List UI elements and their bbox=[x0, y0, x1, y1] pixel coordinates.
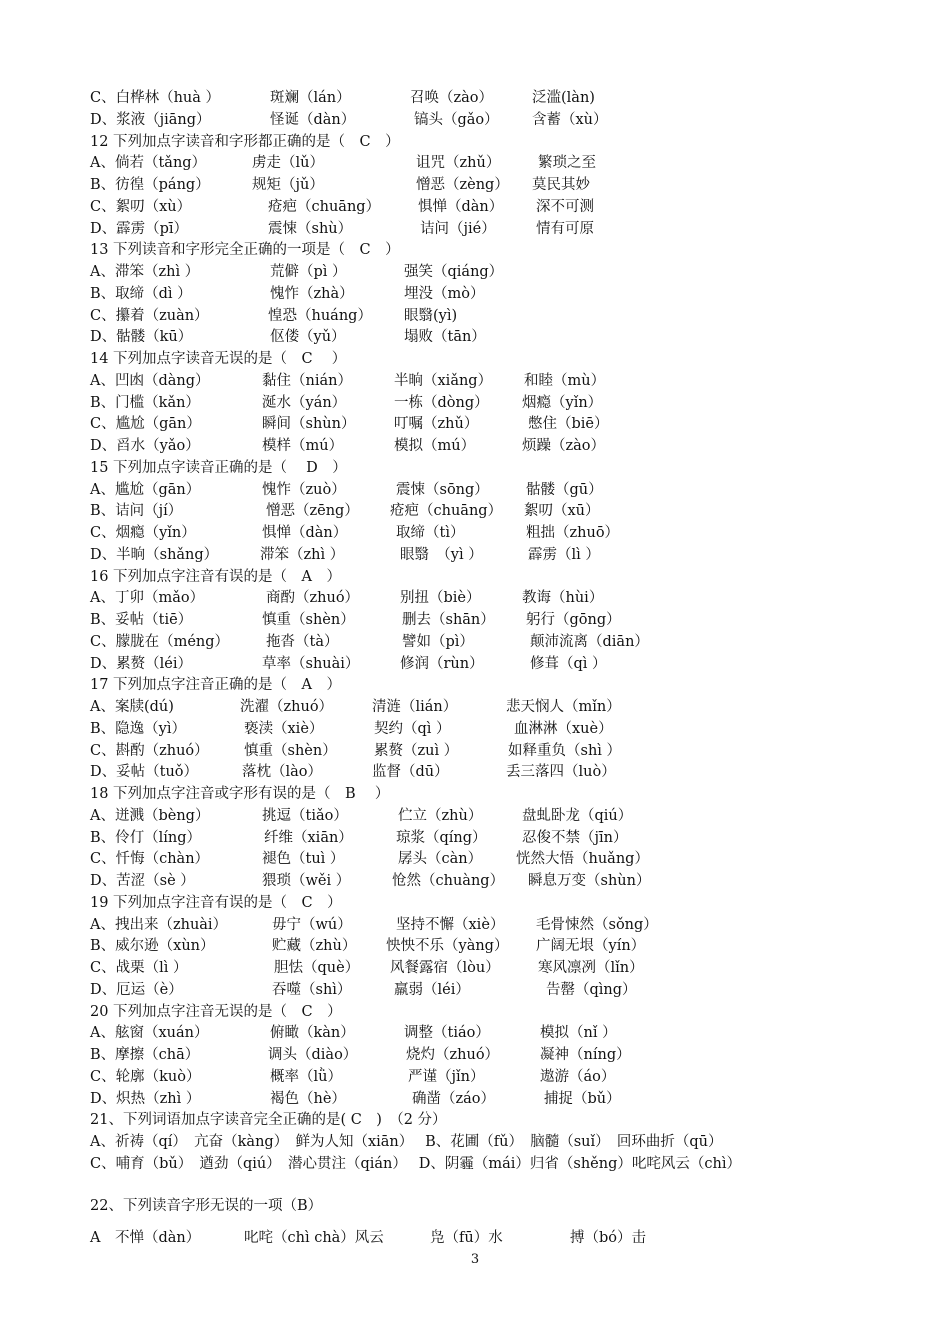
option-row bbox=[90, 719, 890, 741]
option-cell: 絮叨（xū） bbox=[524, 503, 600, 520]
option-cell: 粗拙（zhuō） bbox=[526, 525, 620, 541]
option-cell: 涎水（yán） bbox=[262, 394, 347, 411]
option-cell: 纤维（xiān） bbox=[264, 829, 353, 846]
option-cell: A、案牍(dú) bbox=[90, 699, 174, 715]
option-cell: 契约（qì ） bbox=[374, 720, 451, 737]
option-row bbox=[90, 697, 890, 719]
question-text: 17 下列加点字注音正确的是（ A ） bbox=[90, 677, 342, 694]
option-cell: C、絮叨（xù） bbox=[90, 198, 192, 215]
question-text: 13 下列读音和字形完全正确的一项是（ C ） bbox=[90, 242, 400, 259]
option-cell: 别扭（biè） bbox=[400, 590, 481, 607]
option-cell: 和睦（mù） bbox=[524, 372, 606, 389]
option-cell: 忍俊不禁（jīn） bbox=[522, 829, 628, 846]
option-cell: 怆然（chuàng） bbox=[392, 873, 505, 889]
option-cell: 震悚（sōng） bbox=[396, 481, 489, 498]
option-cell: 塌败（tān） bbox=[404, 329, 486, 346]
option-cell: D、骷髅（kū） bbox=[90, 329, 193, 346]
question-heading bbox=[90, 132, 890, 154]
option-cell: 伛偻（yǔ） bbox=[270, 329, 346, 346]
option-cell: 猥琐（wěi ） bbox=[262, 873, 351, 889]
option-cell: 吞噬（shì） bbox=[272, 981, 352, 998]
option-cell: 亵渎（xiè） bbox=[244, 720, 324, 737]
option-cell: 泛滥(làn) bbox=[532, 90, 595, 106]
option-row bbox=[90, 523, 890, 545]
option-row bbox=[90, 175, 890, 197]
option-cell: 规矩（jǔ） bbox=[252, 177, 324, 193]
option-cell: 愧怍（zuò） bbox=[262, 481, 346, 498]
option-cell: C、白桦林（huà ） bbox=[90, 90, 221, 106]
option-cell: D、炽热（zhì ） bbox=[90, 1090, 201, 1107]
question-heading bbox=[90, 784, 890, 806]
option-cell: B、诘问（jí） bbox=[90, 503, 183, 520]
option-cell: C、烟瘾（yǐn） bbox=[90, 525, 196, 541]
option-cell: 概率（lǜ） bbox=[270, 1068, 342, 1085]
option-cell: 悲天悯人（mǐn） bbox=[506, 699, 621, 715]
option-cell: 斑斓（lán） bbox=[270, 90, 351, 106]
question-heading bbox=[90, 349, 890, 371]
option-cell: 惧惮（dàn） bbox=[262, 525, 348, 541]
option-cell: 瞬间（shùn） bbox=[262, 416, 356, 433]
option-row bbox=[90, 936, 890, 958]
option-row bbox=[90, 1067, 890, 1089]
option-cell: 丢三落四（luò） bbox=[506, 764, 616, 781]
page-number: 3 bbox=[470, 1252, 480, 1267]
option-cell: C、攥着（zuàn） bbox=[90, 307, 209, 324]
option-cell: D、妥帖（tuǒ） bbox=[90, 764, 199, 781]
option-cell: 洗濯（zhuó） bbox=[240, 699, 334, 715]
option-cell: 模拟（nǐ ） bbox=[540, 1025, 617, 1042]
option-cell: 一栋（dòng） bbox=[394, 394, 489, 411]
option-cell: 莫民其妙 bbox=[532, 177, 590, 193]
option-row bbox=[90, 436, 890, 458]
option-cell: A、滞笨（zhì ） bbox=[90, 264, 200, 280]
option-cell: 瞬息万变（shùn） bbox=[528, 873, 651, 889]
option-cell: 憎恶（zèng） bbox=[416, 177, 509, 193]
option-row bbox=[90, 588, 890, 610]
question-heading bbox=[90, 1002, 890, 1024]
option-row bbox=[90, 1045, 890, 1067]
option-cell: 清涟（lián） bbox=[372, 699, 458, 715]
question-heading bbox=[90, 458, 890, 480]
option-cell: C、战栗（lì ） bbox=[90, 960, 188, 976]
option-cell: 颠沛流离（diān） bbox=[530, 633, 649, 650]
option-cell: 半晌（xiǎng） bbox=[394, 372, 493, 389]
option-row bbox=[90, 980, 890, 1002]
option-row bbox=[90, 545, 890, 567]
option-cell: 累赘（zuì ） bbox=[374, 742, 459, 759]
option-row bbox=[90, 871, 890, 893]
option-cell: A、迸溅（bèng） bbox=[90, 807, 210, 824]
question-heading bbox=[90, 1110, 890, 1132]
option-cell: 叱咤（chì chà）风云 bbox=[244, 1229, 384, 1246]
option-row bbox=[90, 393, 890, 415]
option-cell: 确凿（záo） bbox=[412, 1090, 496, 1107]
option-cell: 调头（diào） bbox=[268, 1047, 358, 1063]
question-text: 20 下列加点字注音无误的是（ C ） bbox=[90, 1003, 342, 1020]
option-cell: D、累赘（léi） bbox=[90, 655, 192, 672]
question-text: 22、下列读音字形无误的一项（B） bbox=[90, 1197, 323, 1214]
option-cell: 取缔（tì） bbox=[396, 525, 465, 541]
option-row bbox=[90, 306, 890, 328]
option-cell: 模拟（mú） bbox=[394, 438, 476, 454]
option-cell: 慎重（shèn） bbox=[262, 612, 355, 628]
option-cell: D、苦涩（sè ） bbox=[90, 873, 195, 889]
option-cell: A、丁卯（mǎo） bbox=[90, 590, 205, 607]
question-text: 21、下列词语加点字读音完全正确的是( C ) （2 分） bbox=[90, 1112, 447, 1129]
option-cell: 含蓄（xù） bbox=[532, 111, 608, 128]
question-heading bbox=[90, 893, 890, 915]
option-cell: 坚持不懈（xiè） bbox=[396, 916, 505, 933]
option-row bbox=[90, 110, 890, 132]
option-cell: 风餐露宿（lòu） bbox=[390, 960, 500, 976]
option-cell: 荒僻（pì ） bbox=[270, 264, 347, 280]
option-cell: 褪色（tuì ） bbox=[262, 851, 345, 868]
option-cell: D、半晌（shǎng） bbox=[90, 546, 219, 563]
option-cell: 譬如（pì） bbox=[402, 633, 474, 650]
spacer bbox=[90, 1176, 890, 1190]
option-cell: B、取缔（dì ） bbox=[90, 285, 192, 302]
option-cell: 拖沓（tà） bbox=[266, 633, 339, 650]
option-cell: 愧怍（zhà） bbox=[270, 285, 354, 302]
option-row bbox=[90, 741, 890, 763]
option-row bbox=[90, 371, 890, 393]
option-row bbox=[90, 958, 890, 980]
option-row bbox=[90, 501, 890, 523]
question-heading bbox=[90, 240, 890, 262]
option-cell: 胆怯（què） bbox=[274, 960, 360, 976]
option-row bbox=[90, 654, 890, 676]
option-cell: 眼翳 （yì ） bbox=[400, 546, 483, 563]
question-heading bbox=[90, 567, 890, 589]
option-row bbox=[90, 1023, 890, 1045]
option-cell: 情有可原 bbox=[536, 220, 594, 237]
option-row bbox=[90, 414, 890, 436]
question-text: 15 下列加点字读音正确的是（ D ） bbox=[90, 459, 347, 476]
option-row bbox=[90, 262, 890, 284]
option-cell: 捕捉（bǔ） bbox=[544, 1090, 621, 1107]
option-cell: 叮嘱（zhǔ） bbox=[394, 416, 479, 433]
option-cell: 教诲（hùi） bbox=[522, 590, 604, 607]
option-cell: 烧灼（zhuó） bbox=[406, 1047, 500, 1063]
option-row bbox=[90, 284, 890, 306]
option-cell: 诅咒（zhǔ） bbox=[416, 155, 501, 172]
option-cell: 修润（rùn） bbox=[400, 655, 484, 672]
option-row bbox=[90, 480, 890, 502]
option-row bbox=[90, 219, 890, 241]
option-cell: 俯瞰（kàn） bbox=[270, 1025, 355, 1042]
option-cell: C、尴尬（gān） bbox=[90, 416, 201, 433]
option-row bbox=[90, 610, 890, 632]
option-cell: C、忏悔（chàn） bbox=[90, 851, 210, 868]
option-cell: A、凹凼（dàng） bbox=[90, 372, 210, 389]
option-cell: 挑逗（tiǎo） bbox=[262, 807, 348, 824]
option-row bbox=[90, 915, 890, 937]
option-cell: C、朦胧在（méng） bbox=[90, 633, 230, 650]
option-cell: A、倘若（tǎng） bbox=[90, 155, 207, 172]
option-cell: A、舷窗（xuán） bbox=[90, 1025, 209, 1042]
option-cell: 寒风凛冽（lǐn） bbox=[538, 960, 644, 976]
option-cell: 恍然大悟（huǎng） bbox=[516, 851, 649, 868]
option-cell: B、摩擦（chā） bbox=[90, 1047, 200, 1063]
option-cell: B、伶仃（líng） bbox=[90, 829, 202, 846]
option-cell: 惶恐（huáng） bbox=[268, 307, 372, 324]
option-cell: 贮藏（zhù） bbox=[272, 938, 357, 955]
option-cell: D、霹雳（pī） bbox=[90, 220, 189, 237]
option-cell: 深不可测 bbox=[536, 198, 594, 215]
question-text: 12 下列加点字读音和字形都正确的是（ C ） bbox=[90, 133, 400, 150]
option-cell: 镐头（gǎo） bbox=[414, 111, 499, 128]
option-cell: 强笑（qiáng） bbox=[404, 264, 504, 280]
option-cell: 琼浆（qíng） bbox=[396, 829, 487, 846]
option-cell: B、彷徨（páng） bbox=[90, 177, 210, 193]
option-cell: 盘虬卧龙（qiú） bbox=[522, 807, 633, 824]
question-text: 16 下列加点字注音有误的是（ A ） bbox=[90, 568, 342, 585]
option-row bbox=[90, 197, 890, 219]
option-cell: 如释重负（shì ） bbox=[508, 742, 622, 759]
option-cell: 慎重（shèn） bbox=[244, 742, 337, 759]
option-cell: A、拽出来（zhuài） bbox=[90, 916, 228, 933]
option-cell: 广阔无垠（yín） bbox=[536, 938, 646, 955]
option-cell: D、舀水（yǎo） bbox=[90, 438, 200, 454]
option-cell: B、威尔逊（xùn） bbox=[90, 938, 215, 955]
option-row bbox=[90, 1154, 890, 1176]
question-text: 14 下列加点字读音无误的是（ C ） bbox=[90, 351, 347, 367]
option-cell: 惧惮（dàn） bbox=[418, 198, 504, 215]
option-cell: 震悚（shù） bbox=[268, 220, 353, 237]
option-cell: 毛骨悚然（sǒng） bbox=[536, 916, 658, 933]
option-cell: 草率（shuài） bbox=[262, 655, 360, 672]
option-cell: 疮疤（chuāng） bbox=[268, 198, 381, 215]
option-cell: C、轮廓（kuò） bbox=[90, 1068, 201, 1085]
option-cell: 毋宁（wú） bbox=[272, 916, 352, 933]
question-heading bbox=[90, 1190, 890, 1222]
option-row bbox=[90, 806, 890, 828]
option-row bbox=[90, 632, 890, 654]
option-row bbox=[90, 153, 890, 175]
option-row bbox=[90, 1132, 890, 1154]
option-cell: 埋没（mò） bbox=[404, 285, 485, 302]
option-cell: 憎恶（zēng） bbox=[266, 503, 359, 520]
option-cell: 修葺（qì ） bbox=[530, 655, 607, 672]
option-text: C、哺育（bǔ） 遒劲（qiú） 潜心贯注（qián） D、阴霾（mái）归省（shěng）叱咤风云（chì） bbox=[90, 1155, 741, 1172]
option-cell: A 不惮（dàn） bbox=[90, 1229, 201, 1246]
option-cell: B、妥帖（tiē） bbox=[90, 612, 193, 628]
question-heading bbox=[90, 675, 890, 697]
option-cell: D、厄运（è） bbox=[90, 981, 183, 998]
option-cell: 骷髅（gū） bbox=[526, 481, 603, 498]
option-row bbox=[90, 327, 890, 349]
option-cell: B、隐逸（yì） bbox=[90, 720, 186, 737]
option-cell: 搏（bó）击 bbox=[570, 1229, 647, 1246]
option-cell: 怪诞（dàn） bbox=[270, 111, 356, 128]
document-page bbox=[90, 88, 890, 1254]
option-cell: 孱头（càn） bbox=[398, 851, 483, 868]
option-cell: 落枕（lào） bbox=[242, 764, 323, 781]
option-cell: C、斟酌（zhuó） bbox=[90, 742, 209, 759]
option-cell: B、门槛（kǎn） bbox=[90, 394, 200, 411]
option-cell: 模样（mú） bbox=[262, 438, 344, 454]
option-cell: 繁琐之至 bbox=[538, 155, 596, 172]
option-cell: D、浆液（jiāng） bbox=[90, 111, 211, 128]
option-cell: 躬行（gōng） bbox=[526, 612, 621, 628]
option-cell: 虏走（lǔ） bbox=[252, 155, 324, 172]
option-cell: 凝神（níng） bbox=[540, 1047, 631, 1063]
option-cell: 严谨（jǐn） bbox=[408, 1068, 485, 1085]
option-row bbox=[90, 1089, 890, 1111]
option-cell: 监督（dū） bbox=[372, 764, 449, 781]
option-cell: 召唤（zào） bbox=[410, 90, 494, 106]
option-cell: 血淋淋（xuè） bbox=[514, 720, 613, 737]
option-cell: 诘问（jié） bbox=[420, 220, 496, 237]
option-text: A、祈祷（qí） 亢奋（kàng） 鲜为人知（xiān） B、花圃（fǔ） 脑髓（suǐ） 回环曲折（qū） bbox=[90, 1134, 723, 1150]
option-cell: 告罄（qìng） bbox=[546, 981, 637, 998]
option-cell: 烦躁（zào） bbox=[522, 438, 606, 454]
option-row bbox=[90, 849, 890, 871]
option-cell: 憋住（biē） bbox=[528, 416, 609, 433]
option-cell: 疮疤（chuāng） bbox=[390, 503, 503, 520]
option-cell: 调整（tiáo） bbox=[404, 1025, 490, 1042]
option-cell: 霹雳（lì ） bbox=[528, 546, 600, 563]
option-cell: 商酌（zhuó） bbox=[266, 590, 360, 607]
option-cell: 羸弱（léi） bbox=[394, 981, 470, 998]
question-text: 19 下列加点字注音有误的是（ C ） bbox=[90, 894, 342, 911]
option-row bbox=[90, 88, 890, 110]
option-cell: 伫立（zhù） bbox=[398, 807, 483, 824]
option-cell: 黏住（nián） bbox=[262, 372, 352, 389]
option-cell: 褐色（hè） bbox=[270, 1090, 346, 1107]
option-cell: 滞笨（zhì ） bbox=[260, 546, 345, 563]
option-row bbox=[90, 828, 890, 850]
option-cell: 遨游（áo） bbox=[540, 1068, 616, 1085]
option-row bbox=[90, 1222, 890, 1254]
option-cell: 删去（shān） bbox=[402, 612, 495, 628]
option-row bbox=[90, 762, 890, 784]
option-cell: A、尴尬（gān） bbox=[90, 481, 201, 498]
question-text: 18 下列加点字注音或字形有误的是（ B ） bbox=[90, 786, 390, 802]
option-cell: 烟瘾（yǐn） bbox=[522, 394, 603, 411]
option-cell: 怏怏不乐（yàng） bbox=[386, 938, 509, 955]
option-cell: 凫（fū）水 bbox=[430, 1229, 503, 1246]
option-cell: 眼翳(yì) bbox=[404, 307, 458, 324]
